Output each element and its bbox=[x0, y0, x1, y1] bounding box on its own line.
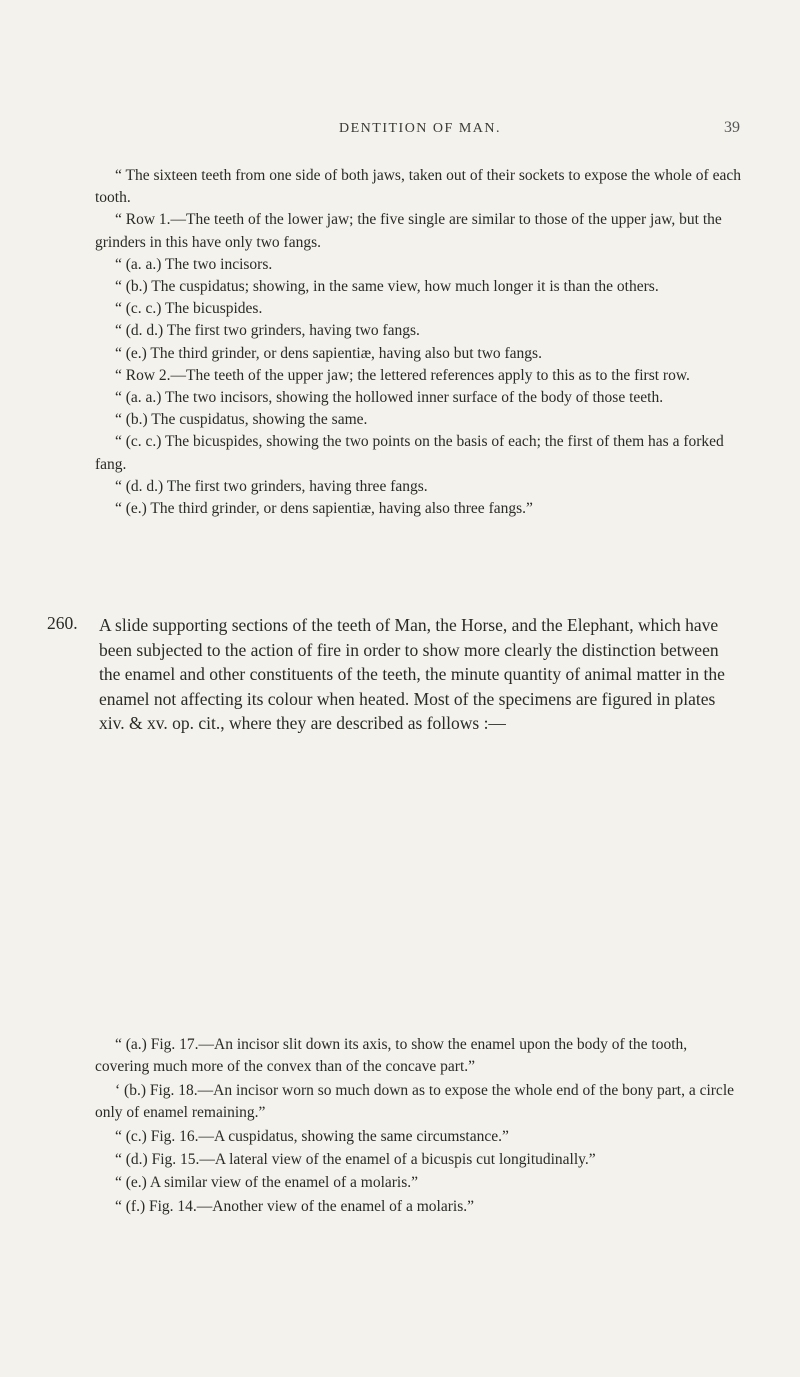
entry-number: 260. bbox=[47, 613, 78, 633]
quote-paragraph: “ (b.) The cuspidatus; showing, in the same view, how much longer it is than the others. bbox=[115, 278, 659, 296]
quote-paragraph: “ Row 2.—The teeth of the upper jaw; the lettered references apply to this as to the first row. bbox=[115, 366, 690, 384]
quote-paragraph: “ (c. c.) The bicuspides. bbox=[115, 300, 263, 318]
quote-paragraph: “ (d. d.) The first two grinders, having three fangs. bbox=[115, 477, 428, 495]
running-head bbox=[100, 121, 740, 143]
figure-item: “ (f.) Fig. 14.—Another view of the enamel of a molaris.” bbox=[115, 1197, 474, 1215]
quote-paragraph: “ Row 1.—The teeth of the lower jaw; the five single are similar to those of the upper jaw, but the grinders in this have only two fangs. bbox=[95, 211, 722, 251]
quoted-description bbox=[95, 165, 741, 520]
catalogue-entry-260 bbox=[47, 613, 742, 736]
quote-paragraph: “ The sixteen teeth from one side of both jaws, taken out of their sockets to expose the whole of each tooth. bbox=[95, 167, 741, 207]
figure-item: “ (a.) Fig. 17.—An incisor slit down its axis, to show the enamel upon the body of the tooth, covering much more of the convex than of the concave part.” bbox=[95, 1036, 688, 1076]
quote-paragraph: “ (c. c.) The bicuspides, showing the two points on the basis of each; the first of them has a forked fang. bbox=[95, 433, 724, 473]
figure-item: “ (c.) Fig. 16.—A cuspidatus, showing the same circumstance.” bbox=[115, 1127, 509, 1145]
quote-paragraph: “ (a. a.) The two incisors. bbox=[115, 255, 273, 273]
figure-item: “ (d.) Fig. 15.—A lateral view of the enamel of a bicuspis cut longitudinally.” bbox=[115, 1151, 596, 1169]
figure-item: “ (e.) A similar view of the enamel of a molaris.” bbox=[115, 1174, 419, 1192]
page-number: 39 bbox=[724, 119, 740, 136]
entry-text: A slide supporting sections of the teeth of Man, the Horse, and the Elephant, which have been subjected to the action of fire in order to show more clearly the distinction between the enamel and other constituents of the teeth, the minute quantity of animal matter in the enamel not affecting its colour when heated. Most of the specimens are figured in plates xiv. & xv. op. cit., where they are described as follows :— bbox=[99, 615, 725, 734]
quote-paragraph: “ (e.) The third grinder, or dens sapientiæ, having also but two fangs. bbox=[115, 344, 542, 362]
quote-paragraph: “ (d. d.) The first two grinders, having two fangs. bbox=[115, 322, 420, 340]
quote-paragraph: “ (a. a.) The two incisors, showing the hollowed inner surface of the body of those teeth. bbox=[115, 389, 664, 407]
figure-descriptions bbox=[95, 1034, 741, 1218]
running-title: DENTITION OF MAN. bbox=[339, 121, 501, 136]
quote-paragraph: “ (e.) The third grinder, or dens sapientiæ, having also three fangs.” bbox=[115, 500, 533, 518]
figure-item: ‘ (b.) Fig. 18.—An incisor worn so much down as to expose the whole end of the bony part, a circle only of enamel remaining.” bbox=[95, 1081, 735, 1122]
quote-paragraph: “ (b.) The cuspidatus, showing the same. bbox=[115, 411, 368, 429]
